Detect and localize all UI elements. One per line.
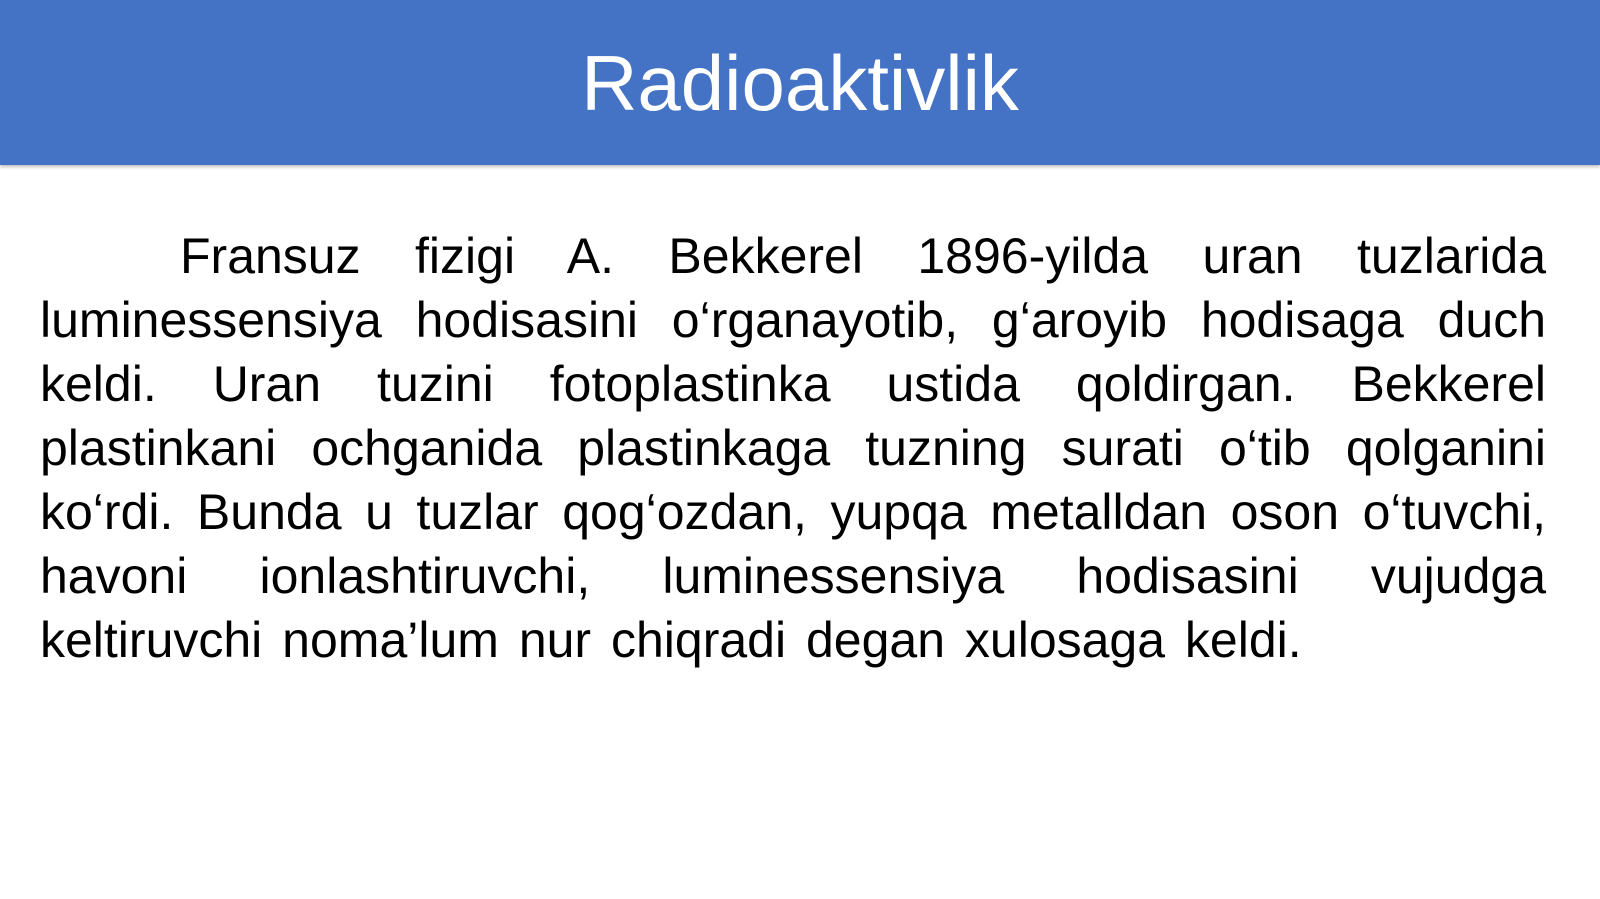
- slide-title: Radioaktivlik: [581, 39, 1019, 127]
- slide-body-text: Fransuz fizigi A. Bekkerel 1896-yilda uran tuzlarida luminessensiya hodisasini o‘rganayotib, g‘aroyib hodisaga duch keldi. Uran tuzini fotoplastinka ustida qoldirgan. Bekkerel plastinkani ochganida plastinkaga tuzning surati o‘tib qolganini ko‘rdi. Bunda u tuzlar qog‘ozdan, yupqa metalldan oson o‘tuvchi, havoni ionlashtiruvchi, luminessensiya hodisasini vujudga keltiruvchi noma’lum nur chiqradi degan xulosaga keldi.: [40, 228, 1546, 668]
- title-bar: [0, 0, 1600, 165]
